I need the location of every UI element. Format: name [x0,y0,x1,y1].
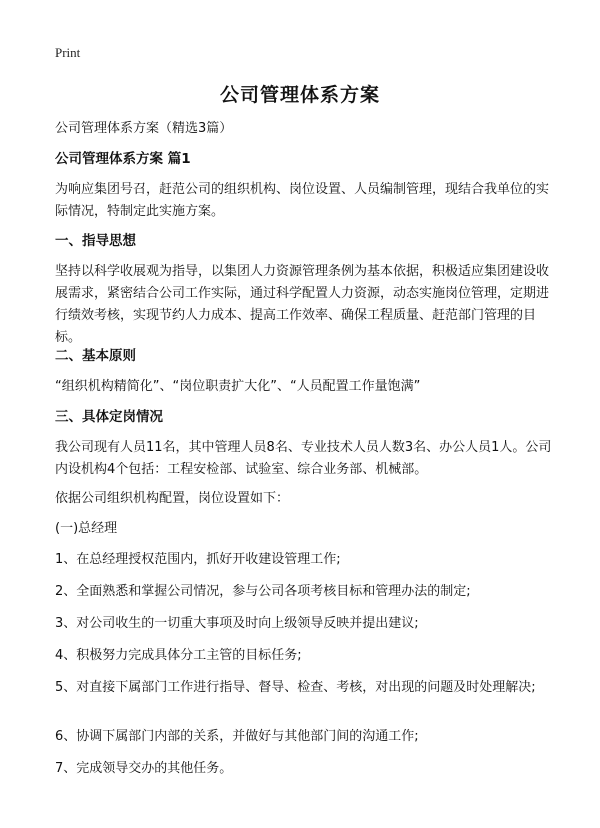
section-body-post-situation: 我公司现有人员11名，其中管理人员8名、专业技术人员人数3名、办公人员1人。公司内设机构4个包括：工程安检部、试验室、综合业务部、机械部。 [55,440,552,477]
post-setting-intro: 依据公司组织机构配置，岗位设置如下： [55,491,290,506]
document-title: 公司管理体系方案 [219,84,380,106]
list-item: 5、对直接下属部门工作进行指导、督导、检查、考核，对出现的问题及时处理解决; [55,680,536,695]
print-label: Print [55,45,81,60]
section-body-basic-principles: “组织机构精简化”、“岗位职责扩大化”、“人员配置工作量饱满” [55,379,421,394]
section-heading-post-situation: 三、具体定岗情况 [55,409,163,425]
section-heading-basic-principles: 二、基本原则 [55,348,136,364]
section-heading-guiding-ideology: 一、指导思想 [55,233,136,249]
list-item: 1、在总经理授权范围内，抓好开收建设管理工作; [55,552,341,567]
list-item: 4、积极努力完成具体分工主管的目标任务; [55,648,302,663]
sub-heading-general-manager: (一)总经理 [55,521,118,536]
section-body-guiding-ideology: 坚持以科学收展观为指导，以集团人力资源管理条例为基本依据，积极适应集团建设收展需求，紧密结合公司工作实际，通过科学配置人力资源，动态实施岗位管理，定期进行绩效考核，实现节约人力成本、提高工作效率、确保工程质量、赶范部门管理的目标。 [55,264,550,345]
article-heading: 公司管理体系方案 篇1 [55,151,191,167]
list-item: 6、协调下属部门内部的关系，并做好与其他部门间的沟通工作; [55,729,419,744]
list-item: 3、对公司收生的一切重大事项及时向上级领导反映并提出建议; [55,616,419,631]
document-subtitle: 公司管理体系方案（精选3篇） [55,121,233,136]
list-item: 7、完成领导交办的其他任务。 [55,761,233,776]
intro-paragraph: 为响应集团号召，赶范公司的组织机构、岗位设置、人员编制管理，现结合我单位的实际情况，特制定此实施方案。 [55,182,550,219]
list-item: 2、全面熟悉和掌握公司情况，参与公司各项考核目标和管理办法的制定; [55,584,471,599]
